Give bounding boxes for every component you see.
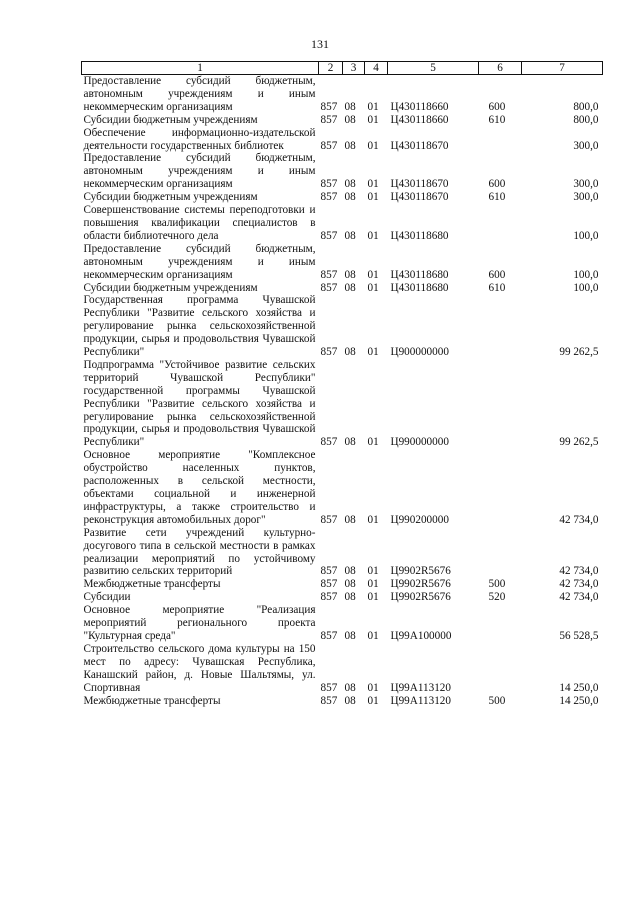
row-section: 08 xyxy=(344,346,356,359)
row-gr-code: 857 xyxy=(320,436,338,449)
row-target-article: Ц990000000 xyxy=(390,436,449,449)
row-expense-type: 600 xyxy=(488,178,506,191)
row-subsection: 01 xyxy=(367,191,379,204)
row-expense-type xyxy=(479,527,522,579)
row-subsection: 01 xyxy=(367,100,379,113)
row-subsection: 01 xyxy=(367,268,379,281)
row-subsection: 01 xyxy=(367,591,379,604)
row-subsection: 01 xyxy=(367,346,379,359)
row-expense-type: 500 xyxy=(488,694,506,707)
row-name: Предоставление субсидий бюджетным, автономным учреждениям и иным некоммерческим организациям xyxy=(83,152,316,191)
row-subsection: 01 xyxy=(367,513,379,526)
row-subsection: 01 xyxy=(367,436,379,449)
row-gr-code: 857 xyxy=(320,346,338,359)
row-name: Субсидии бюджетным учреждениям xyxy=(83,281,258,294)
row-name: Субсидии xyxy=(83,591,131,604)
row-section: 08 xyxy=(344,100,356,113)
row-name: Субсидии бюджетным учреждениям xyxy=(83,113,258,126)
row-gr-code: 857 xyxy=(320,139,338,152)
row-expense-type: 600 xyxy=(488,268,506,281)
table-row xyxy=(82,527,603,579)
table-header-row xyxy=(82,62,603,75)
row-gr-code: 857 xyxy=(320,694,338,707)
row-name: Развитие сети учреждений культурно-досугового типа в сельской местности в рамках реализации мероприятий по устойчивому развитию сельских территорий xyxy=(83,526,316,578)
page-number: 131 xyxy=(311,37,329,51)
row-name: Совершенствование системы переподготовки и повышения квалификации специалистов в области библиотечного дела xyxy=(83,204,316,242)
row-section: 08 xyxy=(344,139,356,152)
row-target-article: Ц9902R5676 xyxy=(390,578,451,591)
row-amount: 42 734,0 xyxy=(559,578,599,591)
row-section: 08 xyxy=(344,268,356,281)
row-amount: 42 734,0 xyxy=(559,591,599,604)
row-amount: 14 250,0 xyxy=(559,681,599,694)
row-gr-code: 857 xyxy=(320,565,338,578)
table-row xyxy=(82,127,603,153)
row-amount: 42 734,0 xyxy=(559,565,599,578)
row-gr-code: 857 xyxy=(320,268,338,281)
row-gr-code: 857 xyxy=(320,191,338,204)
column-header-1: 1 xyxy=(82,62,319,75)
row-target-article: Ц430118670 xyxy=(390,178,449,191)
row-gr-code: 857 xyxy=(320,578,338,591)
row-expense-type xyxy=(479,643,522,695)
row-amount: 100,0 xyxy=(573,229,599,242)
row-name: Обеспечение информационно-издательской деятельности государственных библиотек xyxy=(83,126,316,152)
table-row xyxy=(82,578,603,591)
row-section: 08 xyxy=(344,578,356,591)
row-section: 08 xyxy=(344,178,356,191)
row-amount: 56 528,5 xyxy=(559,629,599,642)
row-target-article: Ц430118660 xyxy=(390,100,449,113)
row-amount: 100,0 xyxy=(573,268,599,281)
column-header-3: 3 xyxy=(343,62,365,75)
row-expense-type: 500 xyxy=(488,578,506,591)
row-section: 08 xyxy=(344,694,356,707)
row-section: 08 xyxy=(344,436,356,449)
row-name: Межбюджетные трансферты xyxy=(83,578,221,591)
row-name: Предоставление субсидий бюджетным, автономным учреждениям и иным некоммерческим организациям xyxy=(83,75,316,113)
row-name: Подпрограмма "Устойчивое развитие сельских территорий Чувашской Республики" государственной программы Чувашской Республики "Развитие сельского хозяйства и регулирование рынка сельскохозяйственной продукции, сырья и продовольствия Чувашской Республики" xyxy=(83,358,316,449)
row-target-article: Ц9902R5676 xyxy=(390,565,451,578)
column-header-5: 5 xyxy=(388,62,479,75)
table-row xyxy=(82,449,603,526)
row-subsection: 01 xyxy=(367,565,379,578)
row-target-article: Ц990200000 xyxy=(390,513,449,526)
row-name: Строительство сельского дома культуры на 150 мест по адресу: Чувашская Республика, Канашский район, д. Новые Шальтямы, ул. Спортивная xyxy=(83,642,316,694)
row-name: Основное мероприятие "Комплексное обустройство населенных пунктов, расположенных в сельской местности, объектами социальной и инженерной инфраструктуры, а также строительство и реконструкция автомобильных дорог" xyxy=(83,449,316,526)
table-row xyxy=(82,359,603,449)
column-header-6: 6 xyxy=(479,62,522,75)
row-expense-type xyxy=(479,127,522,153)
row-section: 08 xyxy=(344,113,356,126)
row-gr-code: 857 xyxy=(320,591,338,604)
row-amount: 300,0 xyxy=(573,139,599,152)
row-subsection: 01 xyxy=(367,281,379,294)
row-target-article: Ц99А100000 xyxy=(390,629,452,642)
table-row xyxy=(82,204,603,243)
row-section: 08 xyxy=(344,281,356,294)
row-amount: 14 250,0 xyxy=(559,694,599,707)
budget-table xyxy=(81,61,603,707)
row-name: Межбюджетные трансферты xyxy=(83,694,221,707)
row-expense-type: 610 xyxy=(488,281,506,294)
row-target-article: Ц900000000 xyxy=(390,346,449,359)
table-row xyxy=(82,191,603,204)
row-amount: 100,0 xyxy=(573,281,599,294)
table-row xyxy=(82,294,603,359)
row-name: Предоставление субсидий бюджетным, автономным учреждениям и иным некоммерческим организациям xyxy=(83,242,316,281)
table-row xyxy=(82,604,603,643)
row-section: 08 xyxy=(344,681,356,694)
row-amount: 300,0 xyxy=(573,191,599,204)
row-name: Государственная программа Чувашской Республики "Развитие сельского хозяйства и регулирование рынка сельскохозяйственной продукции, сырья и продовольствия Чувашской Республики" xyxy=(83,294,316,359)
column-header-7: 7 xyxy=(522,62,603,75)
row-target-article: Ц430118680 xyxy=(390,281,449,294)
table-row xyxy=(82,114,603,127)
table-row xyxy=(82,643,603,695)
row-target-article: Ц430118680 xyxy=(390,229,449,242)
row-subsection: 01 xyxy=(367,681,379,694)
row-amount: 42 734,0 xyxy=(559,513,599,526)
row-gr-code: 857 xyxy=(320,178,338,191)
row-target-article: Ц430118660 xyxy=(390,113,449,126)
row-gr-code: 857 xyxy=(320,629,338,642)
row-amount: 99 262,5 xyxy=(559,346,599,359)
row-gr-code: 857 xyxy=(320,681,338,694)
row-gr-code: 857 xyxy=(320,281,338,294)
row-target-article: Ц430118670 xyxy=(390,191,449,204)
table-row xyxy=(82,282,603,295)
row-name: Субсидии бюджетным учреждениям xyxy=(83,191,258,204)
row-expense-type xyxy=(479,449,522,526)
row-expense-type xyxy=(479,604,522,643)
row-expense-type: 610 xyxy=(488,191,506,204)
row-gr-code: 857 xyxy=(320,100,338,113)
row-target-article: Ц99А113120 xyxy=(390,694,451,707)
row-section: 08 xyxy=(344,629,356,642)
row-section: 08 xyxy=(344,565,356,578)
row-expense-type: 610 xyxy=(488,113,506,126)
row-target-article: Ц430118680 xyxy=(390,268,449,281)
row-expense-type xyxy=(479,204,522,243)
row-expense-type xyxy=(479,359,522,449)
row-subsection: 01 xyxy=(367,113,379,126)
row-subsection: 01 xyxy=(367,578,379,591)
row-amount: 99 262,5 xyxy=(559,436,599,449)
row-subsection: 01 xyxy=(367,178,379,191)
row-subsection: 01 xyxy=(367,139,379,152)
row-section: 08 xyxy=(344,513,356,526)
row-expense-type: 520 xyxy=(488,591,506,604)
row-target-article: Ц99А113120 xyxy=(390,681,451,694)
row-gr-code: 857 xyxy=(320,229,338,242)
row-target-article: Ц430118670 xyxy=(390,139,449,152)
row-target-article: Ц9902R5676 xyxy=(390,591,451,604)
row-subsection: 01 xyxy=(367,694,379,707)
row-amount: 300,0 xyxy=(573,178,599,191)
row-section: 08 xyxy=(344,591,356,604)
table-row xyxy=(82,591,603,604)
row-section: 08 xyxy=(344,229,356,242)
table-row xyxy=(82,152,603,191)
table-row xyxy=(82,243,603,282)
row-gr-code: 857 xyxy=(320,513,338,526)
row-section: 08 xyxy=(344,191,356,204)
row-expense-type xyxy=(479,294,522,359)
row-expense-type: 600 xyxy=(488,100,506,113)
column-header-4: 4 xyxy=(365,62,388,75)
row-amount: 800,0 xyxy=(573,100,599,113)
row-amount: 800,0 xyxy=(573,113,599,126)
column-header-2: 2 xyxy=(319,62,343,75)
row-subsection: 01 xyxy=(367,629,379,642)
row-name: Основное мероприятие "Реализация мероприятий регионального проекта "Культурная среда" xyxy=(83,604,316,642)
table-row xyxy=(82,695,603,708)
row-gr-code: 857 xyxy=(320,113,338,126)
table-row xyxy=(82,75,603,114)
row-subsection: 01 xyxy=(367,229,379,242)
